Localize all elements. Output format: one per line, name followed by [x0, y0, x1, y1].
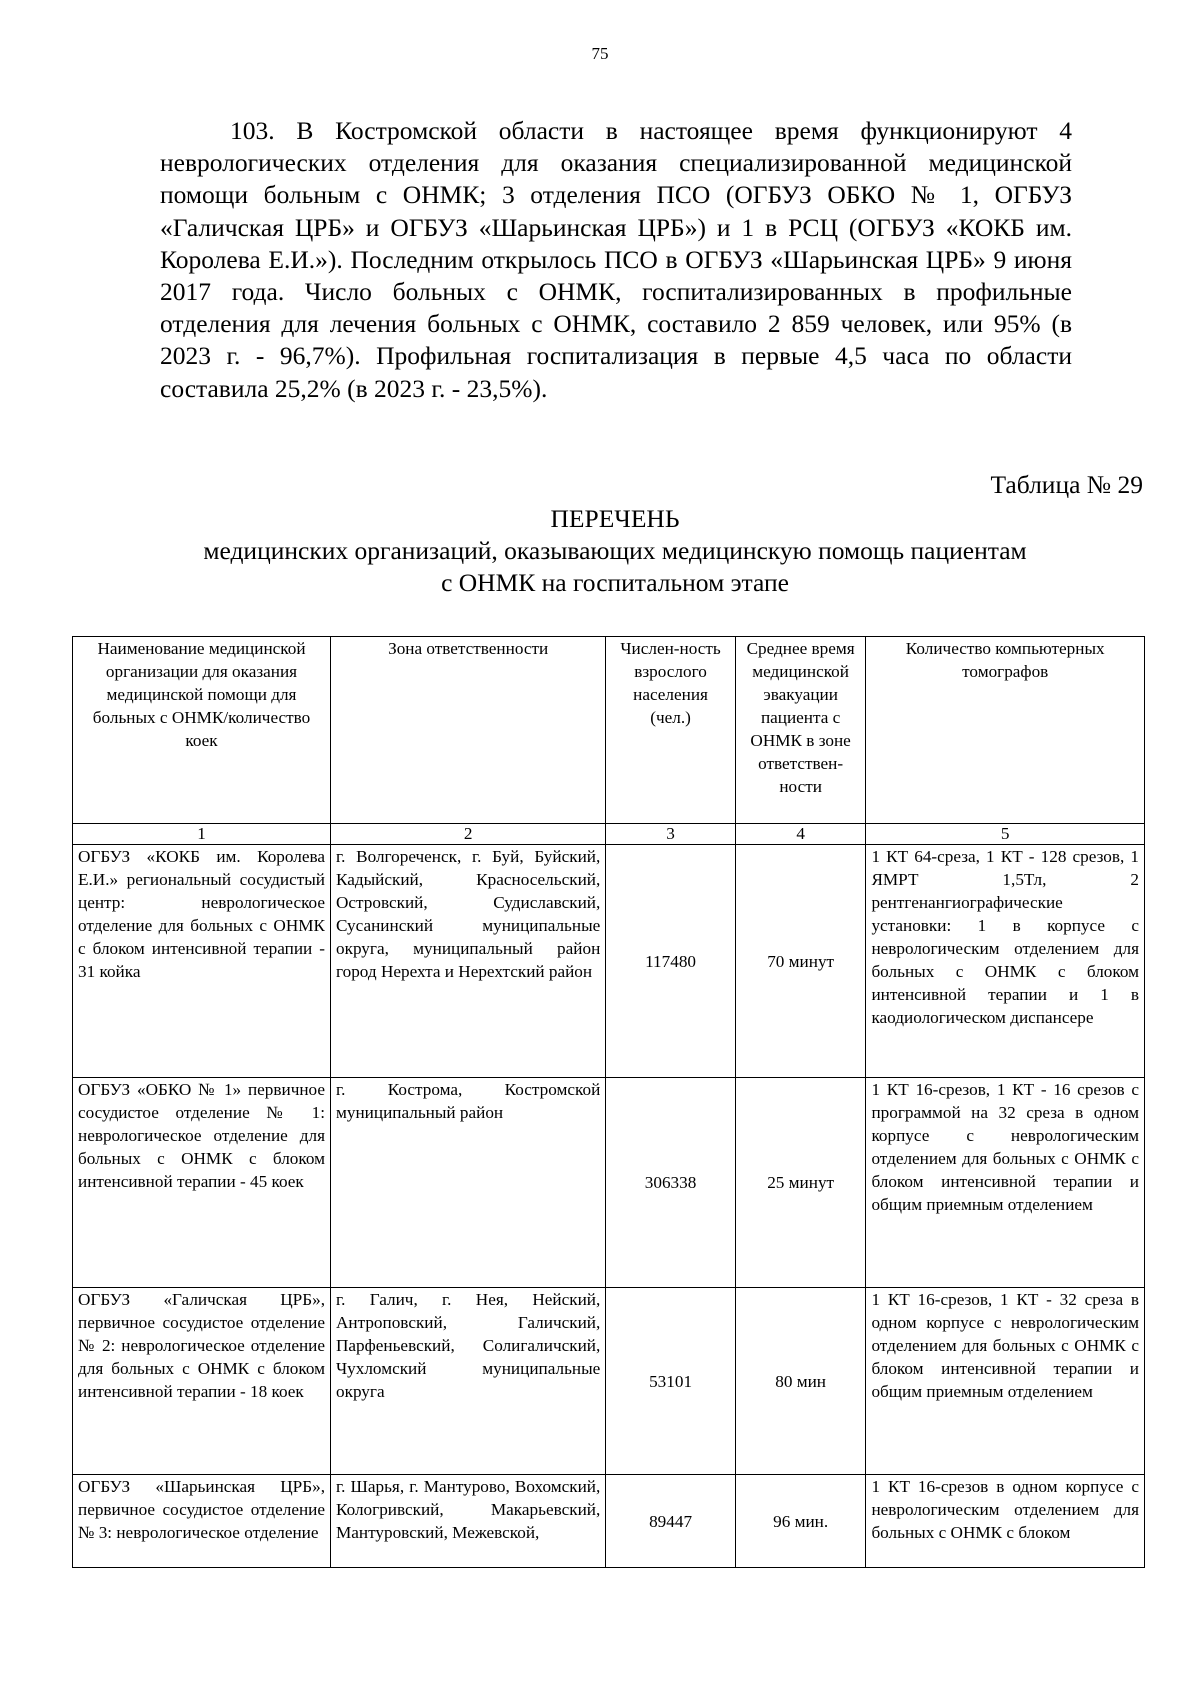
title-line-2: медицинских организаций, оказывающих медицинскую помощь пациентам [203, 536, 1027, 565]
table-label: Таблица № 29 [990, 470, 1143, 499]
column-number: 1 [73, 824, 331, 845]
header-population: Числен-ность взрослого населения (чел.) [606, 637, 736, 824]
cell-org: ОГБУЗ «ОБКО № 1» первичное сосудистое отделение № 1: неврологическое отделение для больных с ОНМК с блоком интенсивной терапии - 45 коек [73, 1078, 331, 1288]
column-number: 4 [735, 824, 866, 845]
header-zone: Зона ответственности [331, 637, 606, 824]
column-number: 2 [331, 824, 606, 845]
cell-zone: г. Кострома, Костромской муниципальный район [331, 1078, 606, 1288]
cell-zone: г. Галич, г. Нея, Нейский, Антроповский, Галичский, Парфеньевский, Солигаличский, Чухломский муниципальные округа [331, 1288, 606, 1475]
column-number-row [73, 824, 1145, 845]
cell-ct: 1 КТ 16-срезов в одном корпусе с неврологическим отделением для больных с ОНМК с блоком [866, 1475, 1145, 1568]
title-line-3: с ОНМК на госпитальном этапе [441, 568, 789, 597]
table-row [73, 1078, 1145, 1288]
cell-zone: г. Шарья, г. Мантурово, Вохомский, Кологривский, Макарьевский, Мантуровский, Межевской, [331, 1475, 606, 1568]
column-number: 3 [606, 824, 736, 845]
cell-zone: г. Волгореченск, г. Буй, Буйский, Кадыйский, Красносельский, Островский, Судиславский, Сусанинский муниципальные округа, муниципальный район город Нерехта и Нерехтский район [331, 845, 606, 1078]
title-line-1: ПЕРЕЧЕНЬ [550, 504, 680, 533]
cell-population: 306338 [606, 1078, 736, 1288]
cell-time: 25 минут [735, 1078, 866, 1288]
cell-ct: 1 КТ 64-среза, 1 КТ - 128 срезов, 1 ЯМРТ 1,5Тл, 2 рентгенангиографические установки: 1 в корпусе с неврологическим отделением для больных с ОНМК с блоком интенсивной терапии и 1 в каодиологическом диспансере [866, 845, 1145, 1078]
cell-org: ОГБУЗ «Шарьинская ЦРБ», первичное сосудистое отделение № 3: неврологическое отделение [73, 1475, 331, 1568]
table-row [73, 1288, 1145, 1475]
organizations-table [72, 636, 1145, 1568]
cell-ct: 1 КТ 16-срезов, 1 КТ - 16 срезов с программой на 32 среза в одном корпусе с неврологическим отделением для больных с ОНМК с блоком интенсивной терапии и общим приемным отделением [866, 1078, 1145, 1288]
header-evacuation-time: Среднее время медицинской эвакуации пациента с ОНМК в зоне ответствен-ности [735, 637, 866, 824]
cell-ct: 1 КТ 16-срезов, 1 КТ - 32 среза в одном корпусе с неврологическим отделением для больных с ОНМК с блоком интенсивной терапии и общим приемным отделением [866, 1288, 1145, 1475]
header-ct-count: Количество компьютерных томографов [866, 637, 1145, 824]
body-paragraph: 103. В Костромской области в настоящее время функционируют 4 неврологических отделения для оказания специализированной медицинской помощи больным с ОНМК; 3 отделения ПСО (ОГБУЗ ОБКО № 1, ОГБУЗ «Галичская ЦРБ» и ОГБУЗ «Шарьинская ЦРБ») и 1 в РСЦ (ОГБУЗ «КОКБ им. Королева Е.И.»). Последним открылось ПСО в ОГБУЗ «Шарьинская ЦРБ» 9 июня 2017 года. Число больных с ОНМК, госпитализированных в профильные отделения для лечения больных с ОНМК, составило 2 859 человек, или 95% (в 2023 г. - 96,7%). Профильная госпитализация в первые 4,5 часа по области составила 25,2% (в 2023 г. - 23,5%). [160, 116, 1072, 403]
table-row [73, 1475, 1145, 1568]
cell-time: 70 минут [735, 845, 866, 1078]
header-org: Наименование медицинской организации для оказания медицинской помощи для больных с ОНМК/количество коек [73, 637, 331, 824]
cell-time: 96 мин. [735, 1475, 866, 1568]
cell-time: 80 мин [735, 1288, 866, 1475]
table-header-row [73, 637, 1145, 824]
cell-org: ОГБУЗ «КОКБ им. Королева Е.И.» региональный сосудистый центр: неврологическое отделение для больных с ОНМК с блоком интенсивной терапии - 31 койка [73, 845, 331, 1078]
page-number: 75 [591, 44, 609, 63]
cell-population: 53101 [606, 1288, 736, 1475]
table-row [73, 845, 1145, 1078]
cell-population: 89447 [606, 1475, 736, 1568]
table-title [120, 503, 1110, 599]
column-number: 5 [866, 824, 1145, 845]
cell-population: 117480 [606, 845, 736, 1078]
cell-org: ОГБУЗ «Галичская ЦРБ», первичное сосудистое отделение № 2: неврологическое отделение для больных с ОНМК с блоком интенсивной терапии - 18 коек [73, 1288, 331, 1475]
